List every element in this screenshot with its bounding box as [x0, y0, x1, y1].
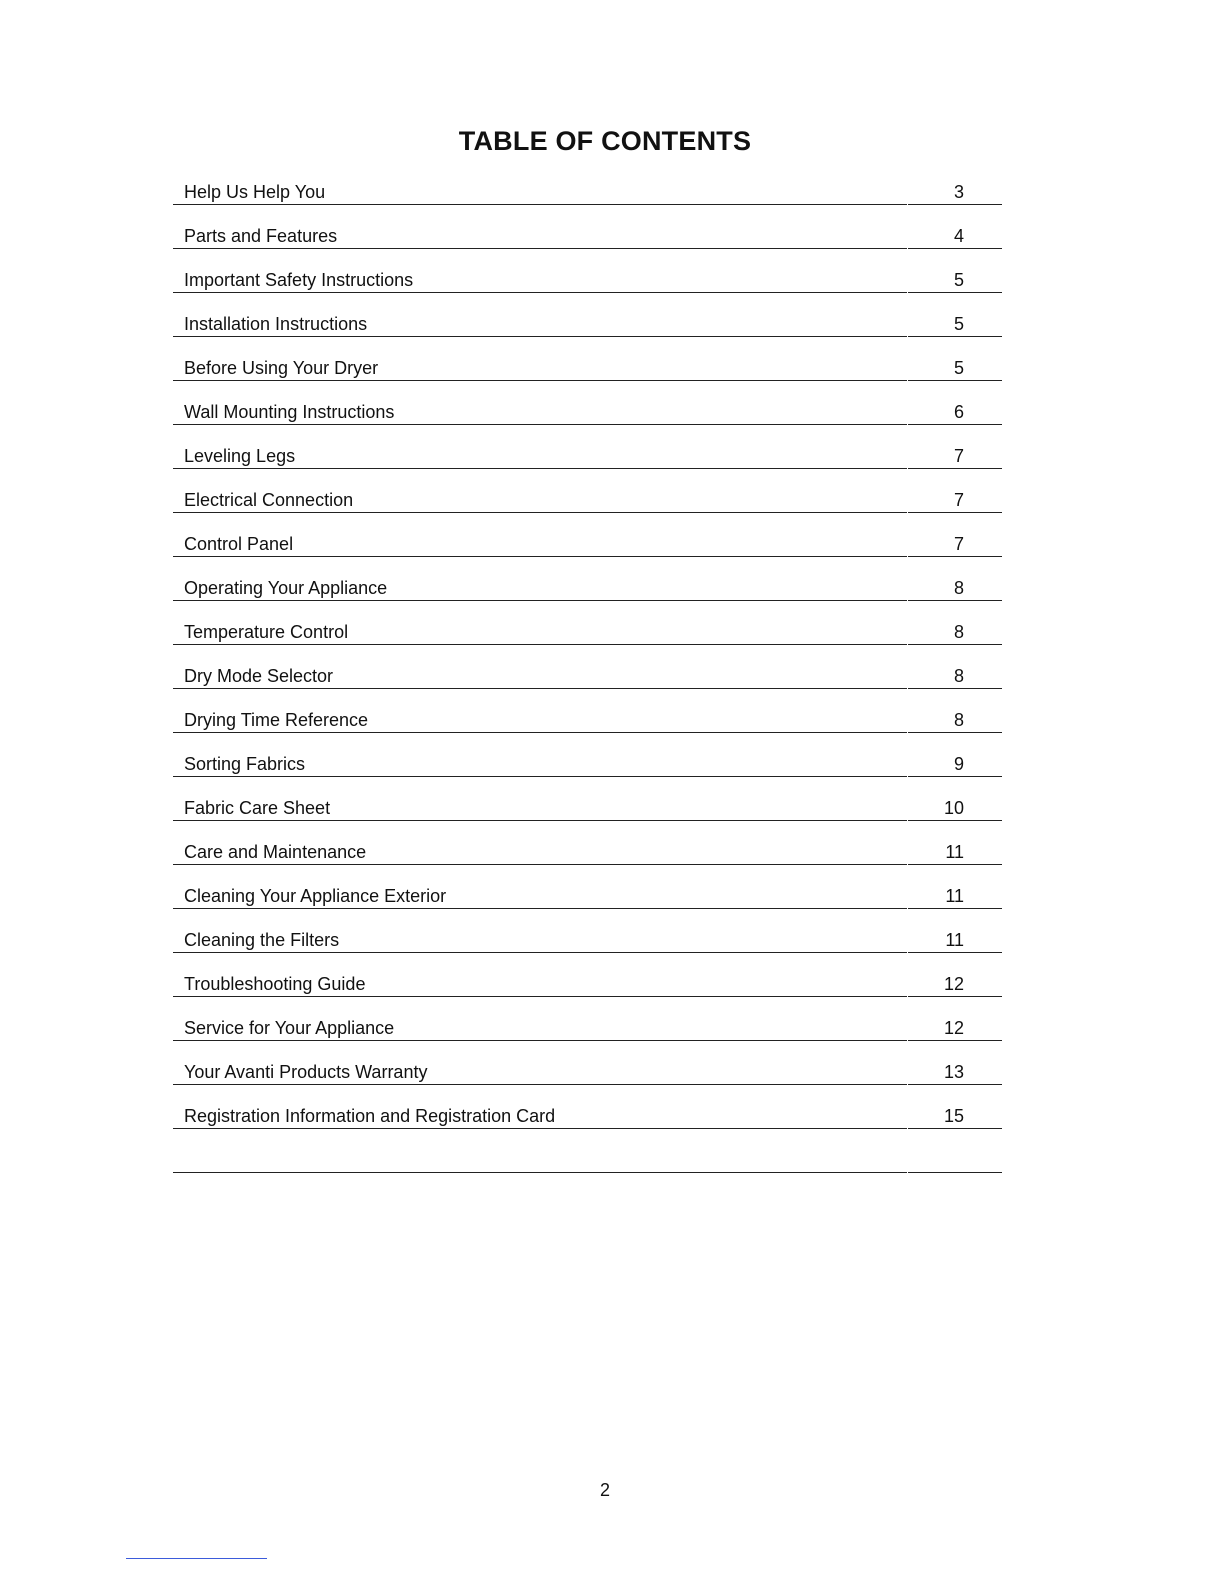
toc-entry-rule — [173, 1084, 907, 1085]
toc-entry-page-rule — [908, 380, 1002, 381]
toc-entry-rule — [173, 820, 907, 821]
toc-entry-rule — [173, 512, 907, 513]
toc-entry-page-rule — [908, 952, 1002, 953]
toc-entry-page-rule — [908, 248, 1002, 249]
toc-entry-page-rule — [908, 820, 1002, 821]
toc-entry-page-number: 11 — [945, 842, 964, 862]
toc-entry — [173, 1008, 1002, 1052]
toc-entry-page-rule — [908, 1084, 1002, 1085]
toc-entry-rule — [173, 732, 907, 733]
page-title: TABLE OF CONTENTS — [458, 126, 752, 156]
toc-entry-label: Cleaning the Filters — [184, 930, 340, 950]
toc-entry — [173, 172, 1002, 216]
toc-entry-page-rule — [908, 204, 1002, 205]
toc-entry-rule — [173, 248, 907, 249]
toc-entry-page-number: 4 — [953, 226, 964, 246]
toc-entry — [173, 964, 1002, 1008]
toc-entry — [173, 656, 1002, 700]
toc-entry-page-number: 5 — [953, 314, 964, 334]
toc-entry — [173, 1096, 1002, 1140]
toc-entry-page-rule — [908, 336, 1002, 337]
toc-entry-label: Service for Your Appliance — [184, 1018, 395, 1038]
toc-entry-page-rule — [908, 864, 1002, 865]
toc-entry-page-number: 13 — [943, 1062, 964, 1082]
toc-entry-rule — [173, 292, 907, 293]
toc-entry-page-number: 6 — [953, 402, 964, 422]
toc-entry — [173, 700, 1002, 744]
toc-entry-rule — [173, 688, 907, 689]
toc-entry — [173, 832, 1002, 876]
toc-entry — [173, 304, 1002, 348]
toc-entry-label: Before Using Your Dryer — [184, 358, 379, 378]
toc-entry — [173, 216, 1002, 260]
toc-entry-page-number: 8 — [953, 666, 964, 686]
toc-entry-page-number: 8 — [953, 622, 964, 642]
toc-entry-page-rule — [908, 688, 1002, 689]
toc-entry — [173, 524, 1002, 568]
toc-entry-rule — [173, 864, 907, 865]
toc-entry-label: Control Panel — [184, 534, 294, 554]
toc-entry-rule — [173, 204, 907, 205]
toc-entry — [173, 876, 1002, 920]
toc-entry — [173, 436, 1002, 480]
toc-entry-page-rule — [908, 556, 1002, 557]
toc-entry-page-number: 12 — [943, 1018, 964, 1038]
toc-entry-page-rule — [908, 424, 1002, 425]
toc-entry-page-rule — [908, 1128, 1002, 1129]
toc-entry-label: Drying Time Reference — [184, 710, 369, 730]
toc-entry-label: Parts and Features — [184, 226, 338, 246]
toc-entry — [173, 1140, 1002, 1184]
toc-entry-rule — [173, 380, 907, 381]
toc-entry-page-number: 7 — [953, 446, 964, 466]
toc-entry — [173, 920, 1002, 964]
toc-entry-page-number: 7 — [953, 534, 964, 554]
toc-entry-page-number: 11 — [945, 886, 964, 906]
toc-entry-page-rule — [908, 512, 1002, 513]
toc-entry-label: Installation Instructions — [184, 314, 368, 334]
toc-entry-rule — [173, 468, 907, 469]
toc-entry-label: Wall Mounting Instructions — [184, 402, 395, 422]
toc-entry-label: Sorting Fabrics — [184, 754, 306, 774]
toc-entry-page-rule — [908, 908, 1002, 909]
toc-entry-label: Temperature Control — [184, 622, 349, 642]
toc-entry-rule — [173, 600, 907, 601]
toc-entry-page-number: 7 — [953, 490, 964, 510]
toc-entry-page-number: 9 — [953, 754, 964, 774]
toc-entry-page-number: 8 — [953, 578, 964, 598]
toc-entry-page-number: 12 — [943, 974, 964, 994]
toc-entry — [173, 788, 1002, 832]
toc-entry-page-number: 15 — [943, 1106, 964, 1126]
toc-entry-rule — [173, 1040, 907, 1041]
toc-entry-rule — [173, 1172, 907, 1173]
toc-entry-page-rule — [908, 1040, 1002, 1041]
toc-entry-page-rule — [908, 468, 1002, 469]
toc-entry — [173, 392, 1002, 436]
toc-entry-page-rule — [908, 1172, 1002, 1173]
toc-entry-page-number: 11 — [945, 930, 964, 950]
toc-entry-label: Help Us Help You — [184, 182, 326, 202]
toc-entry-label: Fabric Care Sheet — [184, 798, 331, 818]
toc-entry — [173, 612, 1002, 656]
toc-entry-label: Registration Information and Registration Card — [184, 1106, 556, 1126]
toc-entry-label: Leveling Legs — [184, 446, 296, 466]
toc-entry-rule — [173, 644, 907, 645]
toc-entry — [173, 480, 1002, 524]
toc-entry-page-rule — [908, 600, 1002, 601]
toc-entry — [173, 348, 1002, 392]
toc-entry-page-rule — [908, 996, 1002, 997]
toc-entry-page-rule — [908, 732, 1002, 733]
toc-entry-rule — [173, 556, 907, 557]
toc-entry-rule — [173, 336, 907, 337]
toc-entry-page-number: 5 — [953, 358, 964, 378]
toc-entry-page-number: 10 — [943, 798, 964, 818]
toc-entry-label: Your Avanti Products Warranty — [184, 1062, 428, 1082]
footnote-separator — [126, 1558, 267, 1559]
toc-entry-page-rule — [908, 644, 1002, 645]
toc-entry-label: Electrical Connection — [184, 490, 354, 510]
toc-entry-page-number: 8 — [953, 710, 964, 730]
toc-entry-label: Important Safety Instructions — [184, 270, 414, 290]
toc-entry-label: Operating Your Appliance — [184, 578, 388, 598]
toc-entry — [173, 1052, 1002, 1096]
toc-entry-rule — [173, 1128, 907, 1129]
toc-entry-page-number: 5 — [953, 270, 964, 290]
toc-entry-rule — [173, 996, 907, 997]
toc-entry-label: Dry Mode Selector — [184, 666, 334, 686]
toc-entry-rule — [173, 908, 907, 909]
page-number: 2 — [599, 1480, 610, 1500]
toc-entry-rule — [173, 776, 907, 777]
toc-entry-label: Troubleshooting Guide — [184, 974, 366, 994]
toc-entry-rule — [173, 952, 907, 953]
toc-entry-label: Care and Maintenance — [184, 842, 367, 862]
toc-entry-label: Cleaning Your Appliance Exterior — [184, 886, 447, 906]
toc-entry-page-rule — [908, 776, 1002, 777]
table-of-contents — [173, 172, 1002, 1184]
toc-entry — [173, 568, 1002, 612]
toc-entry-page-rule — [908, 292, 1002, 293]
toc-entry-rule — [173, 424, 907, 425]
toc-entry — [173, 744, 1002, 788]
toc-entry — [173, 260, 1002, 304]
toc-entry-page-number: 3 — [953, 182, 964, 202]
